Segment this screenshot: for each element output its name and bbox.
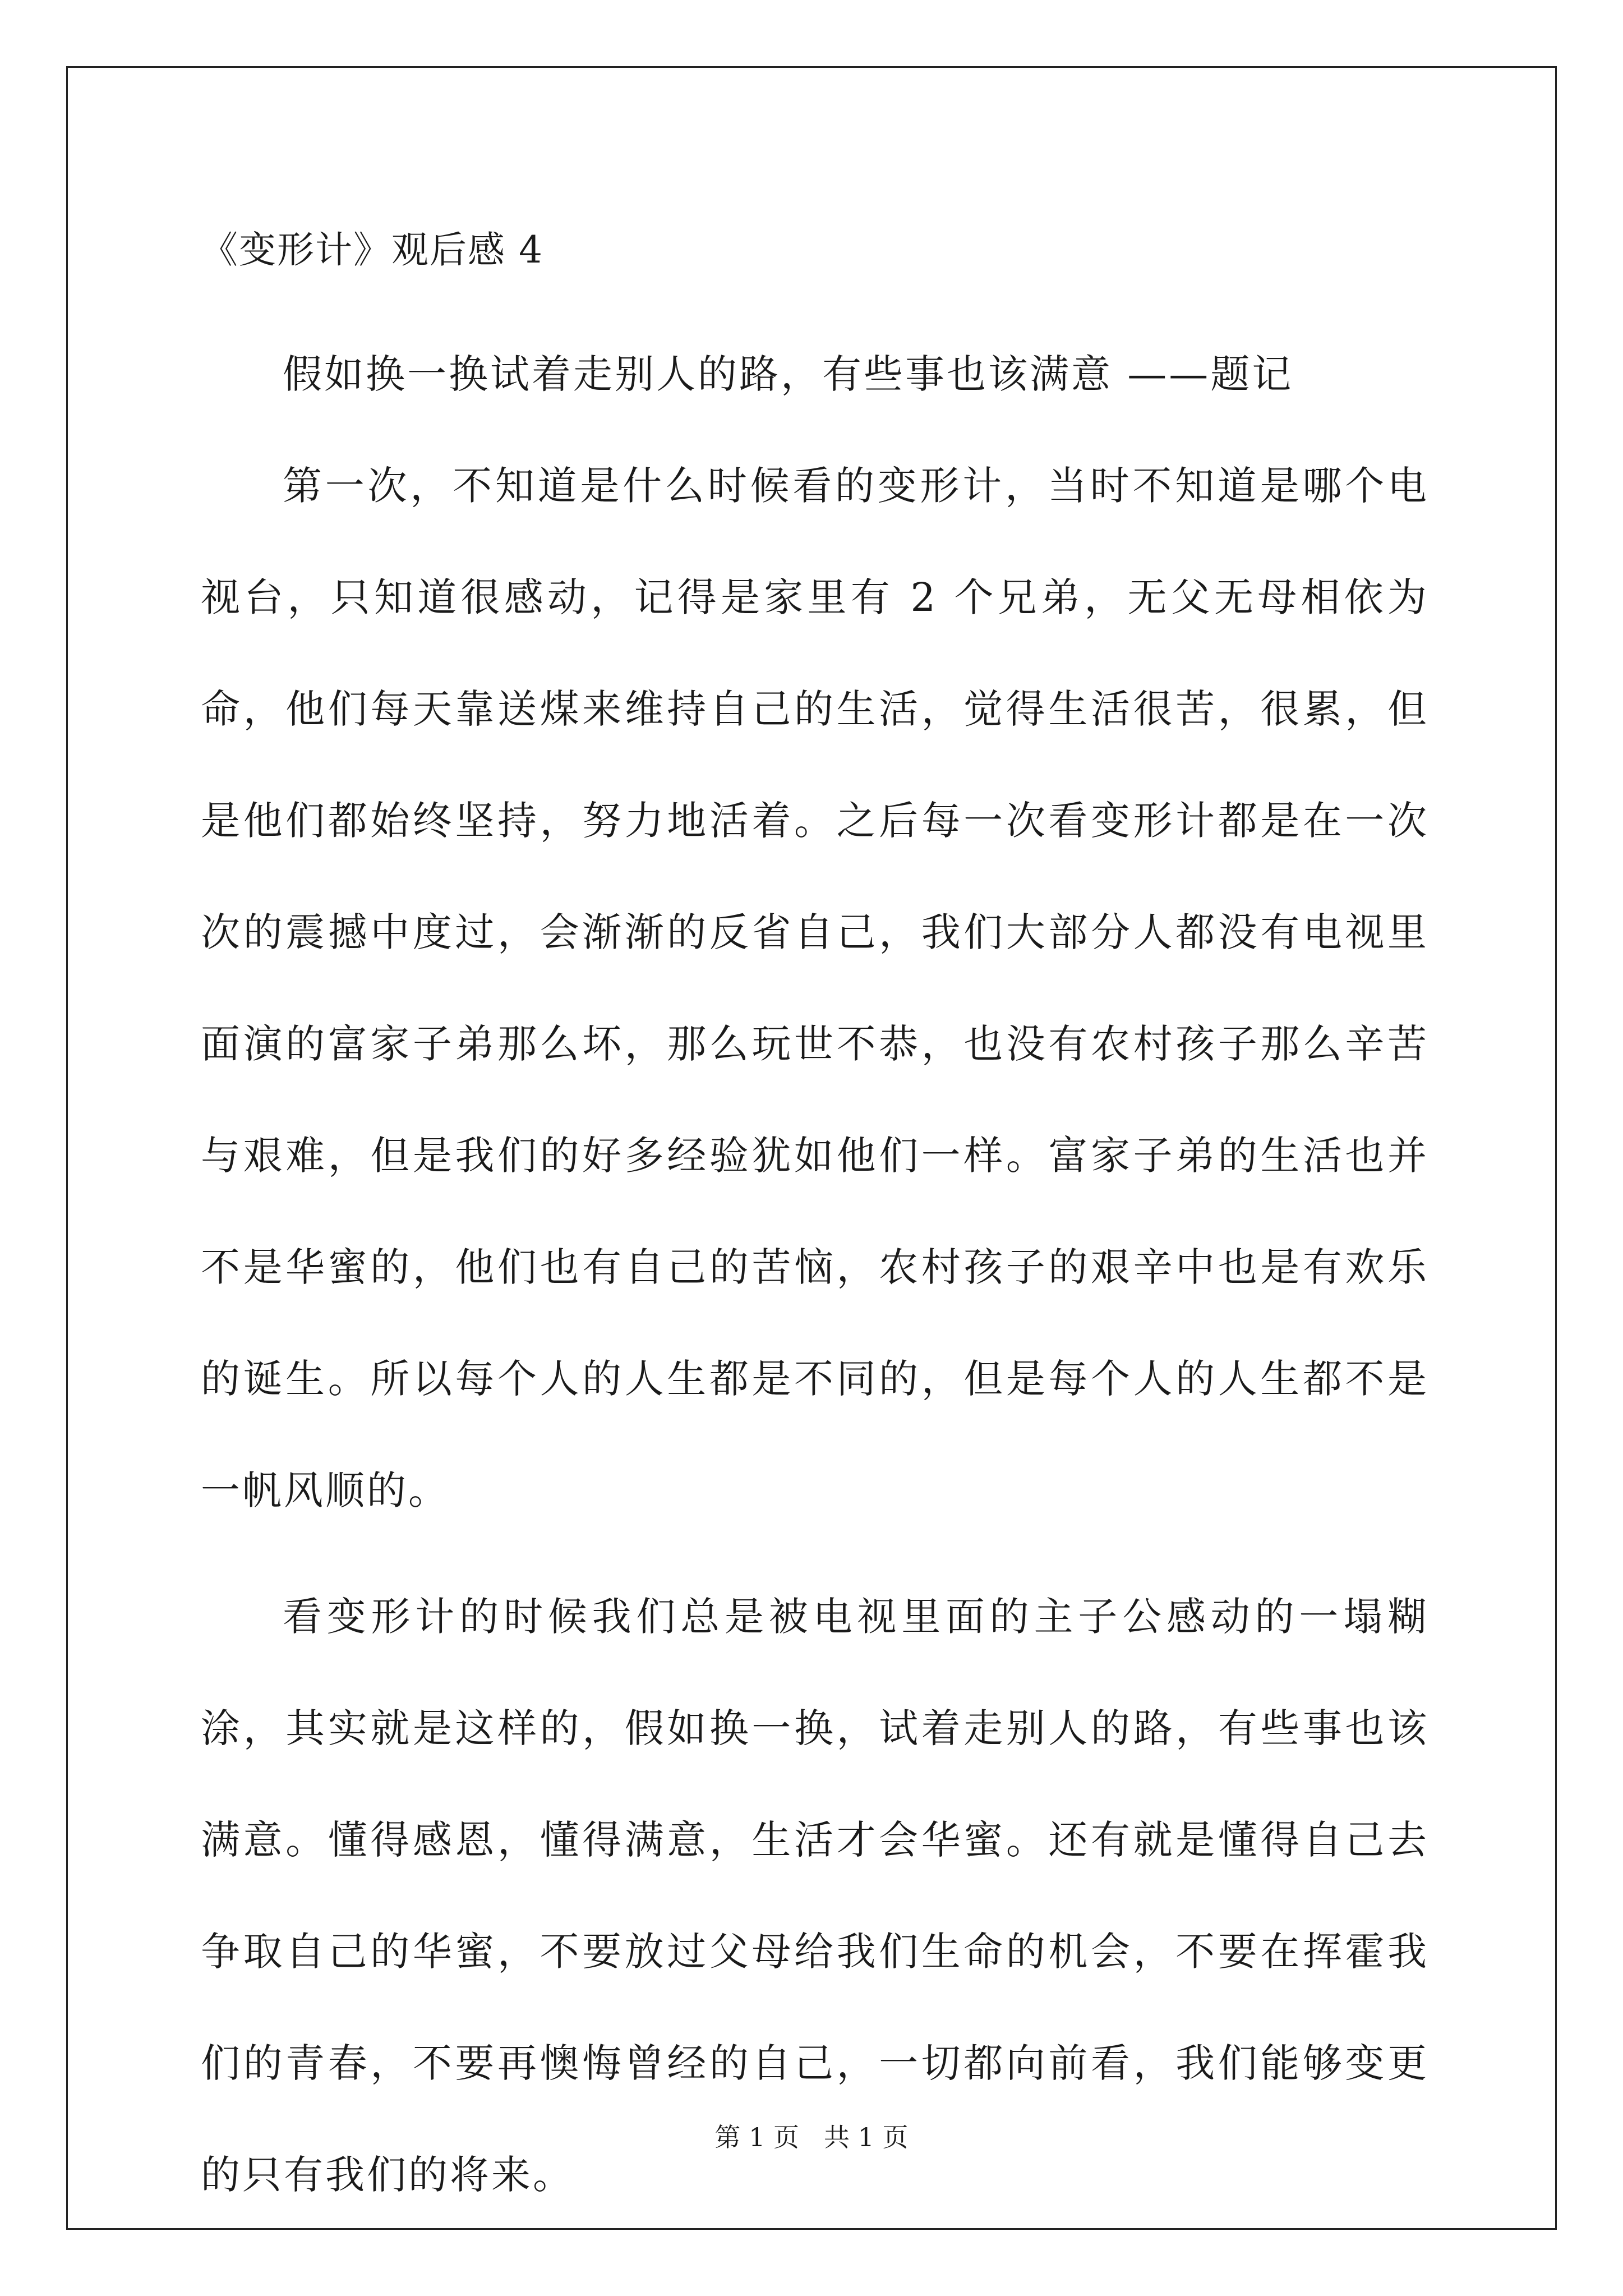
page-total: 共 1 页 (823, 2122, 909, 2152)
document-body (201, 217, 1429, 2231)
page-number: 第 1 页 (714, 2122, 800, 2152)
footer-spacer (799, 2122, 824, 2152)
document-title: 《变形计》观后感 4 (201, 228, 543, 272)
paragraph-1: 第一次，不知道是什么时候看的变形计，当时不知道是哪个电视台，只知道很感动，记得是家里有 2 个兄弟，无父无母相依为命，他们每天靠送煤来维持自己的生活，觉得生活很苦，很累，但是他们都始终坚持，努力地活着。之后每一次看变形计都是在一次次的震撼中度过，会渐渐的反省自己，我们大部分人都没有电视里面演的富家子弟那么坏，那么玩世不恭，也没有农村孩子那么辛苦与艰难，但是我们的好多经验犹如他们一样。富家子弟的生活也并不是华蜜的，他们也有自己的苦恼，农村孩子的艰辛中也是有欢乐的诞生。所以每个人的人生都是不同的，但是每个人的人生都不是一帆风顺的。 (201, 463, 1429, 1513)
page-footer (0, 2120, 1623, 2154)
epigraph: 假如换一换试着走别人的路，有些事也该满意 ——题记 (283, 351, 1294, 397)
paragraph-2: 看变形计的时候我们总是被电视里面的主子公感动的一塌糊涂，其实就是这样的，假如换一换，试着走别人的路，有些事也该满意。懂得感恩，懂得满意，生活才会华蜜。还有就是懂得自己去争取自己的华蜜，不要放过父母给我们生命的机会，不要在挥霍我们的青春，不要再懊悔曾经的自己，一切都向前看，我们能够变更的只有我们的将来。 (201, 1594, 1429, 2198)
